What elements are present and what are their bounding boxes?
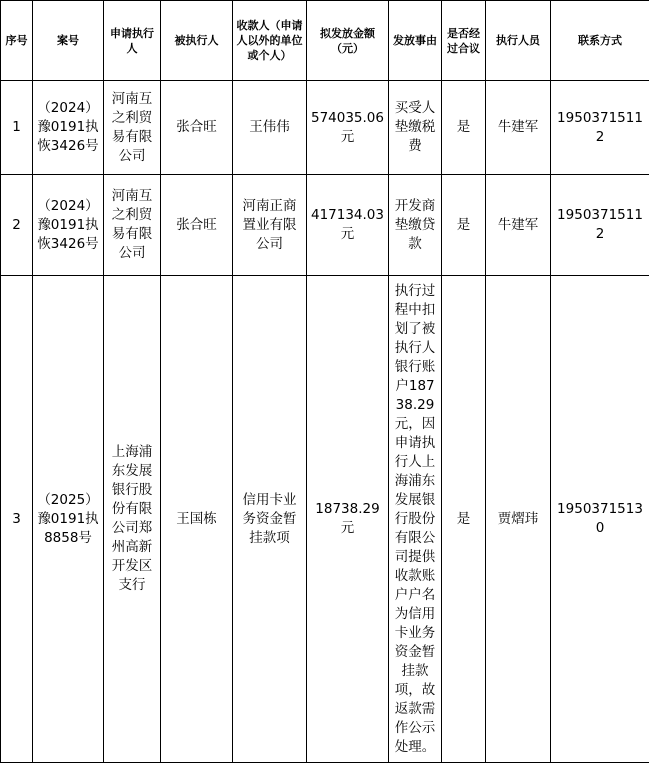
cell-deliberated: 是 bbox=[442, 175, 486, 276]
cell-case-no: （2025）豫0191执8858号 bbox=[33, 276, 104, 763]
cell-respondent: 王国栋 bbox=[161, 276, 233, 763]
cell-seq: 2 bbox=[1, 175, 33, 276]
header-row bbox=[1, 1, 649, 81]
cell-case-no: （2024）豫0191执恢3426号 bbox=[33, 175, 104, 276]
cell-amount: 574035.06元 bbox=[307, 81, 389, 175]
header-reason: 发放事由 bbox=[389, 1, 442, 81]
cell-reason: 执行过程中扣划了被执行人银行账户18738.29元，因申请执行人上海浦东发展银行股份有限公司提供收款账户户名为信用卡业务资金暂挂款项，故返款需作公示处理。 bbox=[389, 276, 442, 763]
cell-seq: 3 bbox=[1, 276, 33, 763]
header-applicant: 申请执行人 bbox=[104, 1, 161, 81]
header-respondent: 被执行人 bbox=[161, 1, 233, 81]
cell-contact: 19503715112 bbox=[551, 175, 649, 276]
cell-case-no: （2024）豫0191执恢3426号 bbox=[33, 81, 104, 175]
cell-reason: 买受人垫缴税费 bbox=[389, 81, 442, 175]
header-officer: 执行人员 bbox=[486, 1, 551, 81]
cell-amount: 417134.03元 bbox=[307, 175, 389, 276]
cell-payee: 河南正商置业有限公司 bbox=[233, 175, 307, 276]
header-contact: 联系方式 bbox=[551, 1, 649, 81]
cell-amount: 18738.29元 bbox=[307, 276, 389, 763]
cell-deliberated: 是 bbox=[442, 276, 486, 763]
table-row bbox=[1, 276, 649, 763]
cell-payee: 王伟伟 bbox=[233, 81, 307, 175]
cell-seq: 1 bbox=[1, 81, 33, 175]
table-row bbox=[1, 175, 649, 276]
cell-officer: 贾熠玮 bbox=[486, 276, 551, 763]
cell-contact: 19503715130 bbox=[551, 276, 649, 763]
header-seq: 序号 bbox=[1, 1, 33, 81]
table-row bbox=[1, 81, 649, 175]
cell-reason: 开发商垫缴贷款 bbox=[389, 175, 442, 276]
cell-applicant: 上海浦东发展银行股份有限公司郑州高新开发区支行 bbox=[104, 276, 161, 763]
cell-applicant: 河南互之利贸易有限公司 bbox=[104, 175, 161, 276]
cell-payee: 信用卡业务资金暂挂款项 bbox=[233, 276, 307, 763]
cell-deliberated: 是 bbox=[442, 81, 486, 175]
cell-respondent: 张合旺 bbox=[161, 81, 233, 175]
header-payee: 收款人（申请人以外的单位或个人） bbox=[233, 1, 307, 81]
cell-officer: 牛建军 bbox=[486, 81, 551, 175]
header-amount: 拟发放金额（元） bbox=[307, 1, 389, 81]
cell-officer: 牛建军 bbox=[486, 175, 551, 276]
header-deliberated: 是否经过合议 bbox=[442, 1, 486, 81]
header-case-no: 案号 bbox=[33, 1, 104, 81]
cell-respondent: 张合旺 bbox=[161, 175, 233, 276]
cell-applicant: 河南互之利贸易有限公司 bbox=[104, 81, 161, 175]
cell-contact: 19503715112 bbox=[551, 81, 649, 175]
